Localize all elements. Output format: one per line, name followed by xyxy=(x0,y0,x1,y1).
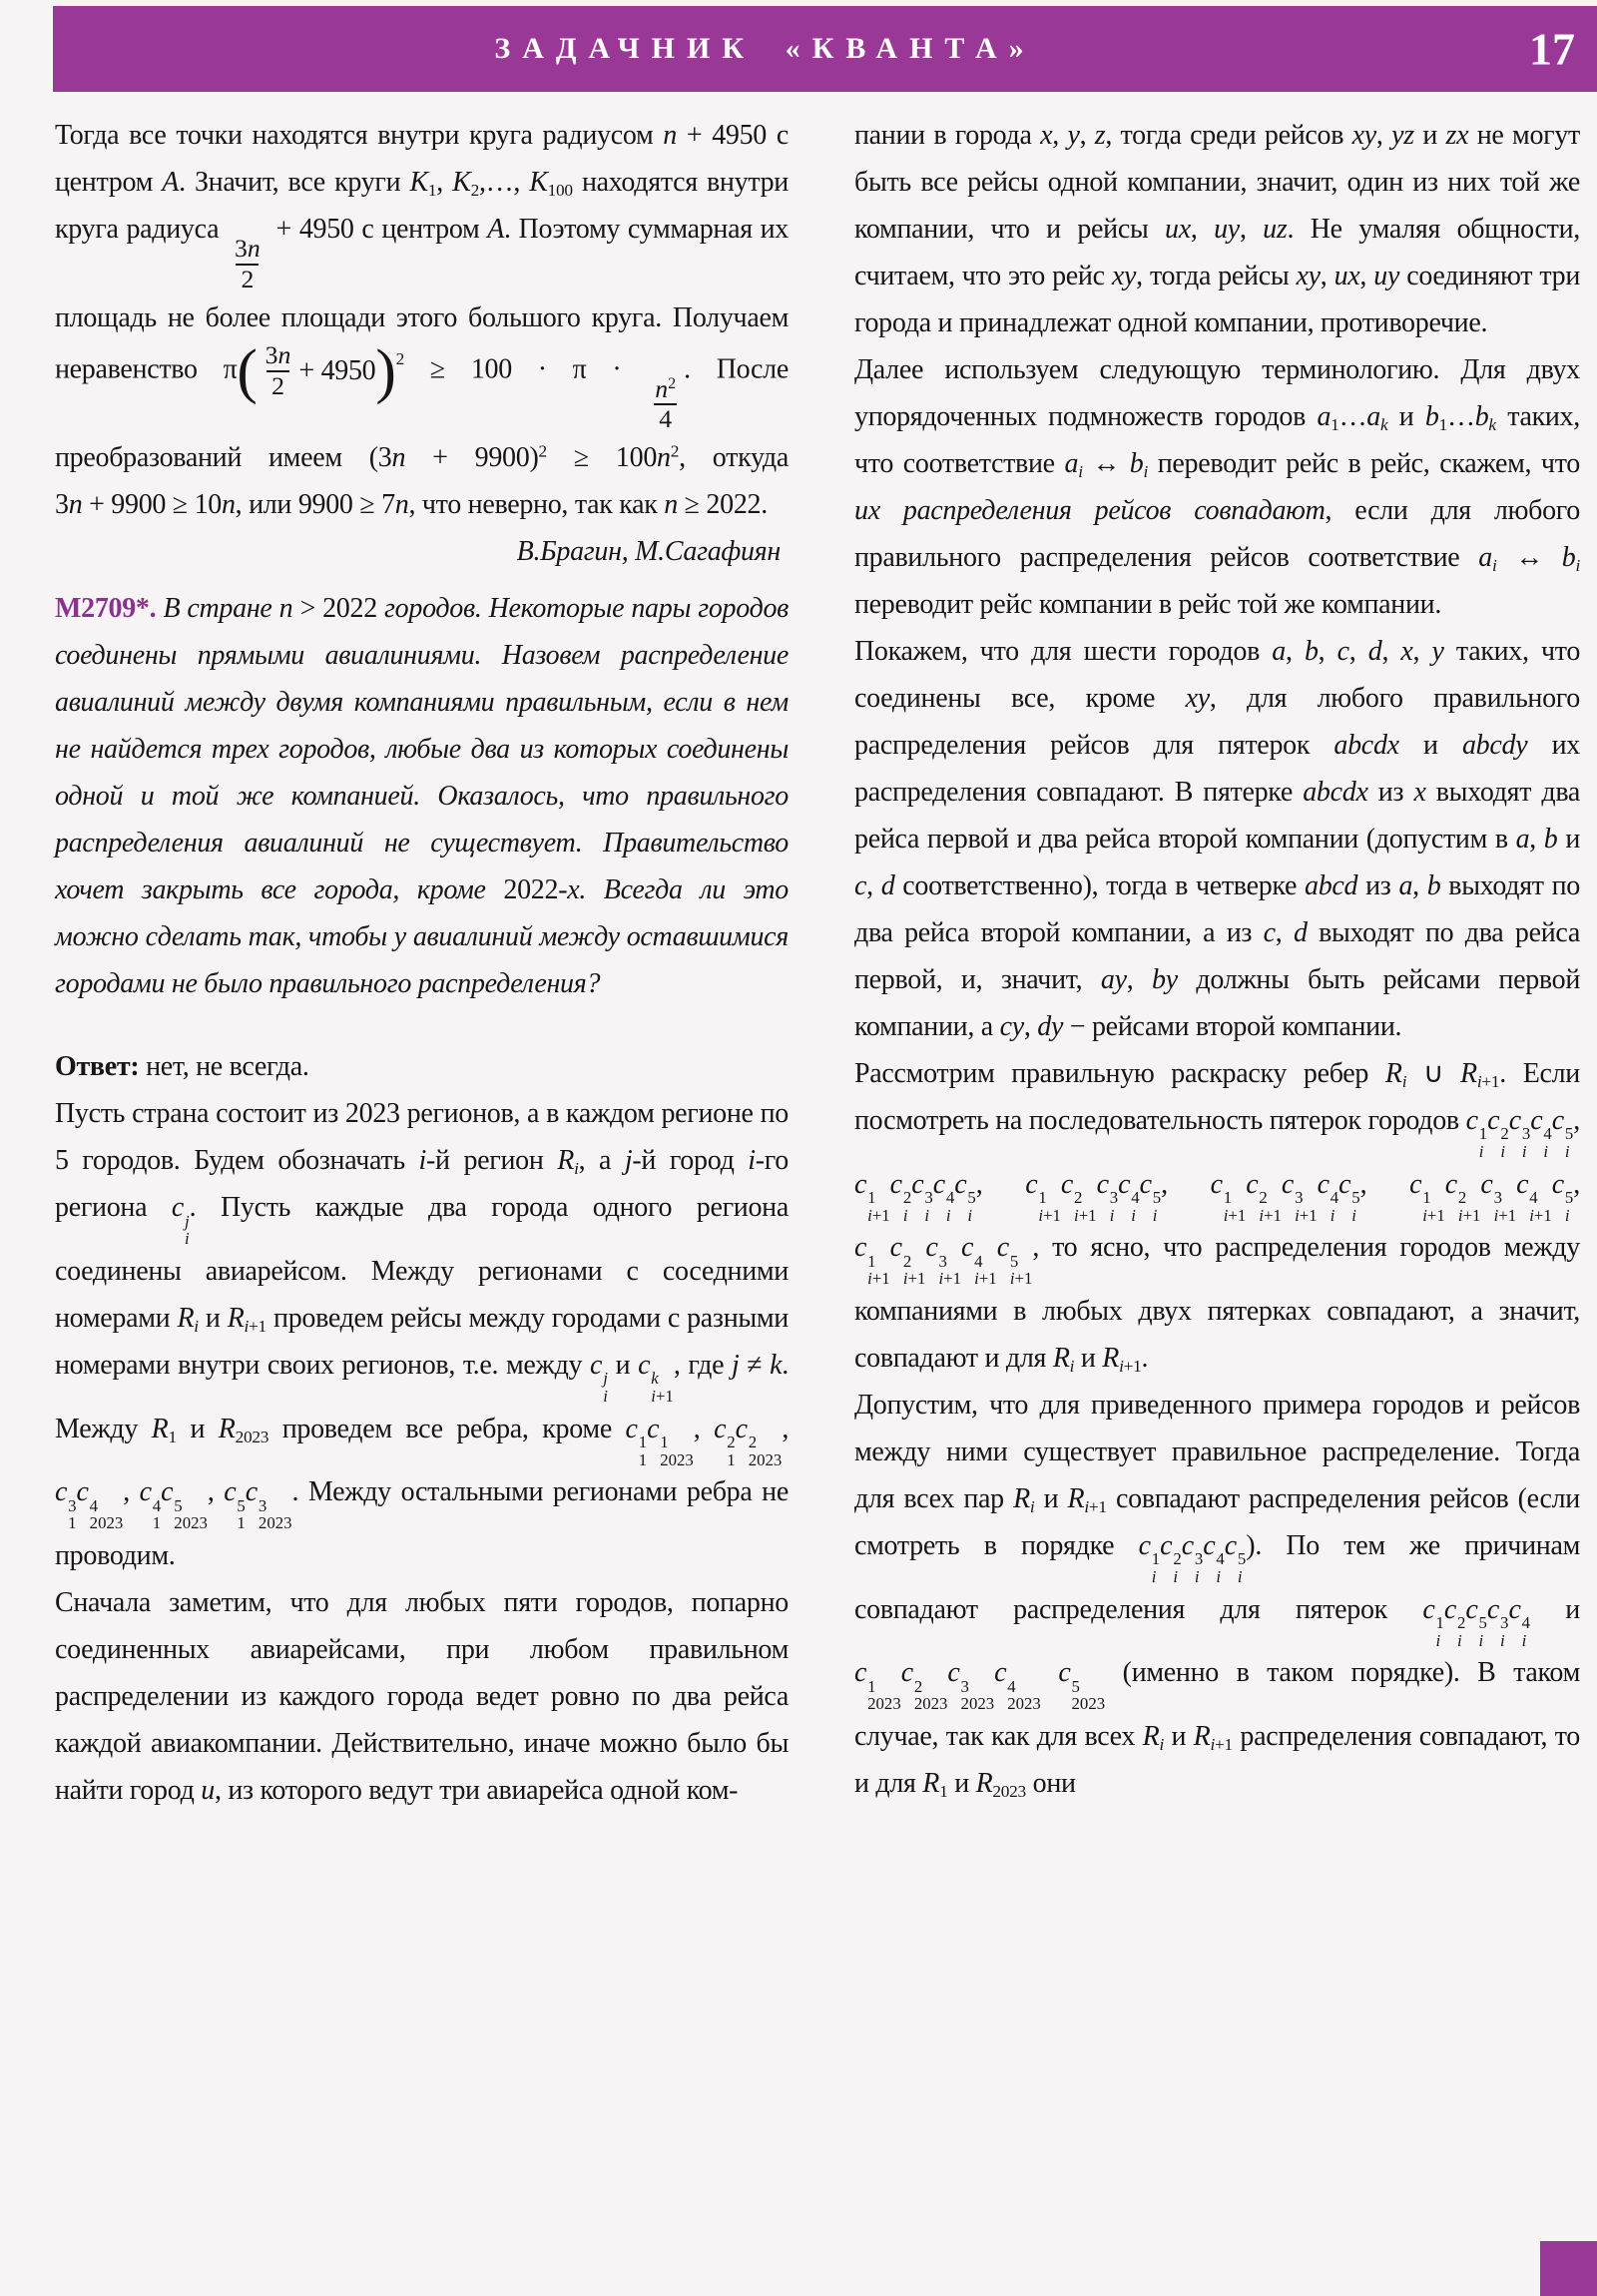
problem-statement-M2709: М2709*. В стране n > 2022 городов. Некоторые пары городов соединены прямыми авиалиниями. Назовем распределение авиалиний между двумя компаниями правильным, если в нем не найдется трех городов, любые два из которых соединены одной и той же компанией. Оказалось, что правильного распределения авиалиний не существует. Правительство хочет закрыть все города, кроме 2022-х. Всегда ли это можно сделать так, чтобы у авиалиний между оставшимися городами не было правильного распределения? xyxy=(55,593,790,1000)
solution-paragraph-circles: Тогда все точки находятся внутри круга радиусом n + 4950 с центром A. Значит, все круги $K_1$, $K_2,\dots$, $K_{100}$ находятся внутри круга радиуса $\frac{3n}{2}$ + 4950 с центром A. Поэтому суммарная их площадь не более площади этого большого круга. Получаем неравенство π ( $\frac{3n}{2}$ + 4950 ) 2 ≥ 100 · π · $\frac{n^2}{4}$ . После преобразований имеем $(3n + 9900)^2 \ge 100n^2$, откуда 3n + 9900 ≥ 10n, или 9900 ≥ 7n, что неверно, так как n ≥ 2022. xyxy=(55,120,789,521)
right-text-column xyxy=(854,112,1580,1807)
page-header-banner xyxy=(53,6,1597,92)
problem-number-label: М2709*. xyxy=(55,593,157,625)
answer-line: Ответ: нет, не всегда. xyxy=(55,1051,309,1083)
solution-paragraph-degree-argument: Сначала заметим, что для любых пяти городов, попарно соединенных авиарейсами, при любом правильном распределении из каждого города ведет ровно по два рейса каждой авиакомпании. Действительно, иначе можно было бы найти город u, из которого ведут три авиарейса одной ком- xyxy=(55,1586,789,1806)
solution-paragraph-construction: Пусть страна состоит из 2023 регионов, а в каждом регионе по 5 городов. Будем обозначать i-й регион $R_i$, а j-й город i-го региона c j i . Пусть каждые два города одного региона соединены авиарейсом. Между регионами с соседними номерами $R_i$ и $R_{i+1}$ проведем рейсы между городами с разными номерами внутри своих регионов, т.е. между c j i и c k i+1 , где j ≠ k. Между $R_1$ и $R_{2023}$ проведем все ребра, кроме c 1 1 c 1 2023 , c 2 1 c 2 2023 , c 3 1 c 4 2023 , c 4 1 c 5 2023 , c 5 1 c 3 2023 . Между остальными регионами ребра не проводим. xyxy=(55,1098,790,1571)
authors-line: В.Брагин, М.Сагафиян xyxy=(516,536,781,568)
left-text-column xyxy=(55,112,789,1814)
section-title: ЗАДАЧНИК «КВАНТА» xyxy=(494,32,1036,65)
solution-paragraph-final: Допустим, что для приведенного примера городов и рейсов между ними существует правильное распределение. Тогда для всех пар $R_i$ и $R_{i+1}$ совпадают распределения рейсов (если смотреть в порядке c 1 i c 2 i c 3 i c 4 i c 5 i ). По тем же причинам совпадают распределения для пятерок c 1 i c 2 i c 5 i c 3 i c 4 i и c 1 2023 c 2 2023 c 3 2023 c 4 2023 c 5 2023 (именно в таком порядке). В таком случае, так как для всех $R_i$ и $R_{i+1}$ распределения совпадают, то и для $R_1$ и $R_{2023}$ они xyxy=(854,1389,1580,1801)
solution-paragraph-coloring-sequence: Рассмотрим правильную раскраску ребер $R_i$ ∪ $R_{i+1}$. Если посмотреть на последовательность пятерок городов c 1 i c 2 i c 3 i c 4 i c 5 i , c 1 i+1 c 2 i c 3 i c 4 i c 5 i , c 1 i+1 c 2 i+1 c 3 i c 4 i c 5 i , c 1 i+1 c 2 i+1 c 3 i+1 c 4 i c 5 i , c 1 i+1 c 2 i+1 c 3 i+1 c 4 i+1 c 5 i , c 1 i+1 c 2 i+1 c 3 i+1 c 4 i+1 c 5 i+1 , то ясно, что распределения городов между компаниями в любых двух пятерках совпадают, а значит, совпадают и для $R_i$ и $R_{i+1}$. xyxy=(854,1058,1580,1376)
solution-paragraph-terminology: Далее используем следующую терминологию. Для двух упорядоченных подмножеств городов $a_1\dots a_k$ и $b_1\dots b_k$ таких, что соответствие $a_i$ ↔ $b_i$ переводит рейс в рейс, скажем, что их распределения рейсов совпадают, если для любого правильного распределения рейсов соответствие $a_i$ ↔ $b_i$ переводит рейс компании в рейс той же компании. xyxy=(854,354,1580,620)
solution-paragraph-six-cities: Покажем, что для шести городов a, b, c, d, x, y таких, что соединены все, кроме xy, для любого правильного распределения рейсов для пятерок abcdx и abcdy их распределения совпадают. В пятерке abcdx из x выходят два рейса первой и два рейса второй компании (допустим в a, b и c, d соответственно), тогда в четверке abcd из a, b выходят по два рейса второй компании, а из c, d выходят по два рейса первой, и, значит, ay, by должны быть рейсами первой компании, а cy, dy − рейсами второй компании. xyxy=(854,636,1581,1042)
page-number: 17 xyxy=(1529,23,1575,75)
corner-accent-square xyxy=(1540,2241,1597,2296)
solution-paragraph-contradiction: пании в города x, y, z, тогда среди рейсов xy, yz и zx не могут быть все рейсы одной компании, значит, один из них той же компании, что и рейсы ux, uy, uz. Не умаляя общности, считаем, что это рейс xy, тогда рейсы xy, ux, uy соединяют три города и принадлежат одной компании, противоречие. xyxy=(854,120,1581,338)
